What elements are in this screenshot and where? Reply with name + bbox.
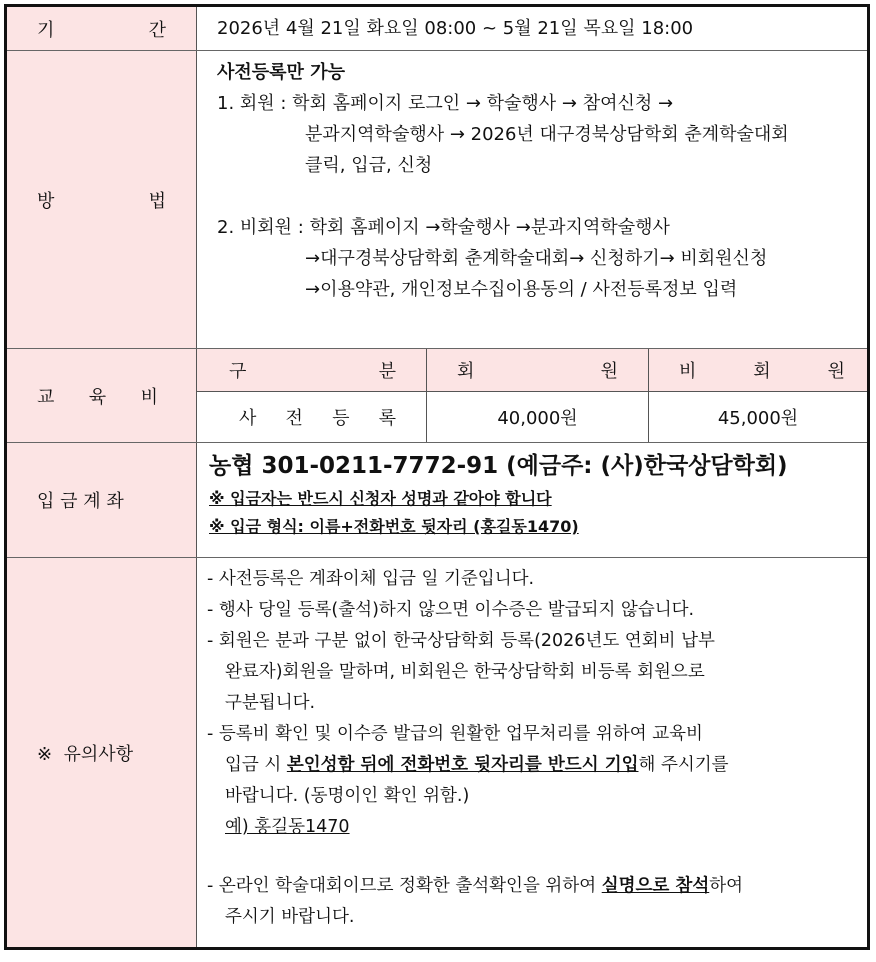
fee-label: [7, 349, 197, 442]
member-fee: 40,000원: [497, 408, 578, 429]
method-label-char: 법: [148, 190, 166, 212]
spacer: [217, 181, 867, 212]
method-label-char: 방: [37, 190, 55, 212]
account-label: [7, 443, 197, 557]
note-item-5-line-1: [207, 871, 867, 902]
note-text: - 온라인 학술대회이므로 정확한 출석확인을 위하여: [207, 876, 602, 896]
note-item-3-line-3: 구분됩니다.: [225, 693, 316, 713]
method-content: [197, 51, 867, 348]
notes-content: [197, 558, 867, 947]
header-char: 회: [457, 361, 475, 382]
period-label-char: 간: [148, 19, 166, 41]
notes-row: [7, 558, 867, 947]
period-value: 2026년 4월 21일 화요일 08:00 ~ 5월 21일 목요일 18:00: [217, 18, 694, 39]
note-text: 해 주시기를: [638, 755, 729, 775]
note-item-2: - 행사 당일 등록(출석)하지 않으면 이수증은 발급되지 않습니다.: [207, 600, 695, 620]
header-char: 구: [229, 361, 247, 382]
note-item-1: - 사전등록은 계좌이체 입금 일 기준입니다.: [207, 569, 535, 589]
note-text: 입금 시: [225, 755, 287, 775]
nonmember-step-line-3: →이용약관, 개인정보수집이용동의 / 사전등록정보 입력: [305, 279, 738, 300]
note-item-5-line-2: 주시기 바랍니다.: [225, 907, 355, 927]
fee-label-char: 육: [88, 386, 107, 408]
nonmember-step-line-1: 2. 비회원 : 학회 홈페이지 →학술행사 →분과지역학술행사: [217, 217, 670, 238]
method-row: [7, 51, 867, 349]
fee-table: [197, 349, 867, 442]
category-char: 전: [285, 408, 303, 429]
note-item-4-line-1: - 등록비 확인 및 이수증 발급의 원활한 업무처리를 위하여 교육비: [207, 724, 703, 744]
account-content: [197, 443, 867, 557]
account-row: [7, 443, 867, 558]
member-step-line-3: 클릭, 입금, 신청: [305, 155, 433, 176]
nonmember-fee: 45,000원: [717, 408, 799, 429]
fee-row: [7, 349, 867, 443]
note-item-4-example: [207, 812, 867, 843]
account-note-format: ※ 입금 형식: 이름+전화번호 뒷자리 (홍길동1470): [209, 517, 579, 536]
header-char: 원: [827, 361, 845, 382]
header-char: 회: [753, 361, 771, 382]
method-label: [7, 51, 197, 348]
note-item-3-line-2: 완료자)회원을 말하며, 비회원은 한국상담학회 비등록 회원으로: [225, 662, 705, 682]
spacer: [207, 843, 867, 871]
category-char: 사: [239, 408, 257, 429]
note-text: 하여: [709, 876, 744, 896]
method-heading: 사전등록만 가능: [217, 62, 345, 83]
header-char: 비: [679, 361, 697, 382]
fee-row-category: [197, 392, 427, 442]
fee-nonmember-value: [649, 392, 867, 442]
note-item-3-line-1: - 회원은 분과 구분 없이 한국상담학회 등록(2026년도 연회비 납부: [207, 631, 715, 651]
category-char: 등: [332, 408, 350, 429]
bank-account-number: 농협 301-0211-7772-91 (예금주: (사)한국상담학회): [209, 453, 788, 479]
account-note-name-match: ※ 입금자는 반드시 신청자 성명과 같아야 합니다: [209, 489, 552, 508]
fee-header-member: [427, 349, 649, 392]
member-step-line-2: 분과지역학술행사 → 2026년 대구경북상담학회 춘계학술대회: [305, 124, 789, 145]
period-content: [197, 7, 867, 50]
fee-label-char: 비: [140, 386, 158, 408]
fee-header-category: [197, 349, 427, 392]
note-emphasis: 실명으로 참석: [601, 876, 710, 896]
notes-label: [7, 558, 197, 947]
header-char: 분: [378, 361, 396, 382]
period-label-char: 기: [37, 19, 55, 41]
registration-info-table: [4, 4, 870, 950]
account-label-text: 입 금 계 좌: [37, 491, 124, 512]
category-char: 록: [378, 408, 396, 429]
fee-label-char: 교: [37, 386, 55, 408]
period-label: [7, 7, 197, 50]
header-char: 원: [600, 361, 618, 382]
period-row: [7, 7, 867, 51]
fee-member-value: [427, 392, 649, 442]
notes-label-text: ※ 유의사항: [37, 743, 134, 765]
fee-header-nonmember: [649, 349, 867, 392]
nonmember-step-line-2: →대구경북상담학회 춘계학술대회→ 신청하기→ 비회원신청: [305, 248, 768, 269]
note-item-4-line-2: [207, 750, 867, 781]
note-example: 예) 홍길동1470: [225, 817, 350, 837]
note-item-4-line-3: 바랍니다. (동명이인 확인 위함.): [225, 786, 470, 806]
note-emphasis: 본인성함 뒤에 전화번호 뒷자리를 반드시 기입: [286, 755, 639, 775]
member-step-line-1: 1. 회원 : 학회 홈페이지 로그인 → 학술행사 → 참여신청 →: [217, 93, 674, 114]
